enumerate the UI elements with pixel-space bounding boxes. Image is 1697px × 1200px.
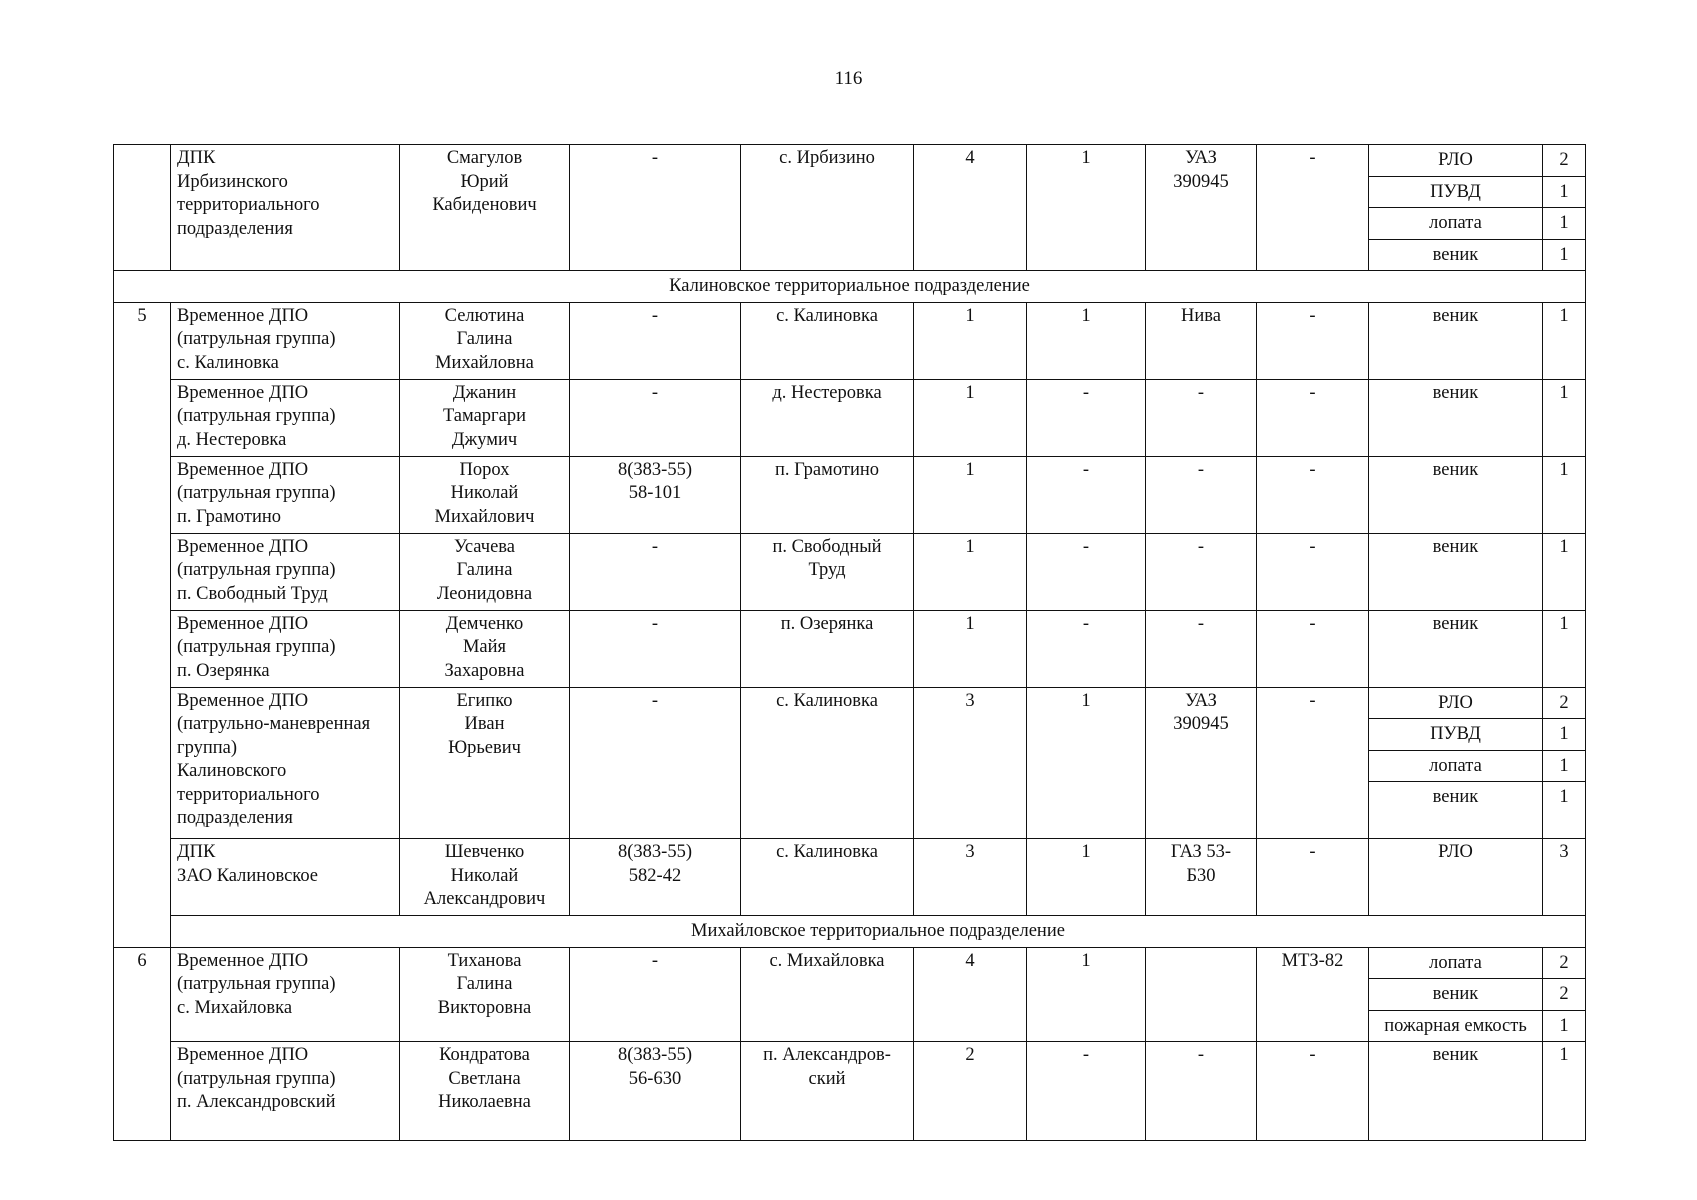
- head-name-cell: Усачева Галина Леонидовна: [400, 533, 570, 610]
- equipment-name-cell: РЛО: [1369, 145, 1543, 177]
- unit-name-cell: Временное ДПО (патрульная группа) п. Озерянка: [171, 610, 400, 687]
- table-row: [114, 687, 1586, 719]
- people-count-cell: 1: [914, 456, 1027, 533]
- unit-count-cell: -: [1027, 379, 1146, 456]
- people-count-cell: 3: [914, 839, 1027, 916]
- phone-cell: -: [570, 379, 741, 456]
- special-vehicle-cell: -: [1257, 302, 1369, 379]
- phone-cell: -: [570, 302, 741, 379]
- equipment-name-cell: веник: [1369, 456, 1543, 533]
- equipment-name-cell: веник: [1369, 610, 1543, 687]
- vehicle-cell: УАЗ 390945: [1146, 145, 1257, 271]
- head-name-cell: Кондратова Светлана Николаевна: [400, 1042, 570, 1141]
- special-vehicle-cell: -: [1257, 456, 1369, 533]
- equipment-name-cell: веник: [1369, 782, 1543, 839]
- unit-count-cell: -: [1027, 456, 1146, 533]
- equipment-name-cell: веник: [1369, 379, 1543, 456]
- equipment-name-cell: ПУВД: [1369, 719, 1543, 751]
- head-name-cell: Шевченко Николай Александрович: [400, 839, 570, 916]
- unit-name-cell: Временное ДПО (патрульная группа) п. Свободный Труд: [171, 533, 400, 610]
- people-count-cell: 3: [914, 687, 1027, 839]
- equipment-qty-cell: 1: [1543, 302, 1586, 379]
- equipment-name-cell: лопата: [1369, 947, 1543, 979]
- people-count-cell: 4: [914, 145, 1027, 271]
- equipment-name-cell: пожарная емкость: [1369, 1010, 1543, 1042]
- equipment-qty-cell: 3: [1543, 839, 1586, 916]
- unit-count-cell: -: [1027, 533, 1146, 610]
- equipment-name-cell: лопата: [1369, 208, 1543, 240]
- unit-name-cell: Временное ДПО (патрульная группа) с. Михайловка: [171, 947, 400, 1042]
- row-number-cell: [114, 145, 171, 271]
- fire-units-table: [113, 144, 1586, 1141]
- equipment-qty-cell: 1: [1543, 782, 1586, 839]
- equipment-name-cell: лопата: [1369, 750, 1543, 782]
- equipment-qty-cell: 2: [1543, 145, 1586, 177]
- table-row: [114, 302, 1586, 379]
- phone-cell: -: [570, 145, 741, 271]
- page-number: 116: [834, 68, 863, 89]
- vehicle-cell: -: [1146, 379, 1257, 456]
- location-cell: с. Калиновка: [741, 687, 914, 839]
- head-name-cell: Тиханова Галина Викторовна: [400, 947, 570, 1042]
- table-row: [114, 533, 1586, 610]
- special-vehicle-cell: -: [1257, 839, 1369, 916]
- special-vehicle-cell: -: [1257, 610, 1369, 687]
- unit-name-cell: ДПК ЗАО Калиновское: [171, 839, 400, 916]
- head-name-cell: Порох Николай Михайлович: [400, 456, 570, 533]
- people-count-cell: 1: [914, 533, 1027, 610]
- equipment-qty-cell: 2: [1543, 687, 1586, 719]
- location-cell: п. Озерянка: [741, 610, 914, 687]
- head-name-cell: Джанин Тамаргари Джумич: [400, 379, 570, 456]
- unit-name-cell: ДПК Ирбизинского территориального подразделения: [171, 145, 400, 271]
- unit-name-cell: Временное ДПО (патрульная группа) д. Нестеровка: [171, 379, 400, 456]
- unit-count-cell: -: [1027, 1042, 1146, 1141]
- special-vehicle-cell: -: [1257, 379, 1369, 456]
- table-row: [114, 456, 1586, 533]
- location-cell: с. Калиновка: [741, 302, 914, 379]
- equipment-name-cell: веник: [1369, 1042, 1543, 1141]
- row-number-cell: 6: [114, 947, 171, 1141]
- equipment-qty-cell: 1: [1543, 610, 1586, 687]
- phone-cell: 8(383-55) 582-42: [570, 839, 741, 916]
- vehicle-cell: УАЗ 390945: [1146, 687, 1257, 839]
- phone-cell: -: [570, 947, 741, 1042]
- unit-name-cell: Временное ДПО (патрульная группа) п. Александровский: [171, 1042, 400, 1141]
- location-cell: с. Ирбизино: [741, 145, 914, 271]
- table-row: [114, 1042, 1586, 1141]
- table-row: [114, 379, 1586, 456]
- vehicle-cell: -: [1146, 1042, 1257, 1141]
- location-cell: п. Свободный Труд: [741, 533, 914, 610]
- people-count-cell: 1: [914, 610, 1027, 687]
- section-row: [114, 916, 1586, 948]
- section-heading: Михайловское территориальное подразделение: [171, 916, 1586, 948]
- unit-count-cell: 1: [1027, 145, 1146, 271]
- people-count-cell: 4: [914, 947, 1027, 1042]
- phone-cell: 8(383-55) 58-101: [570, 456, 741, 533]
- people-count-cell: 2: [914, 1042, 1027, 1141]
- table-row: [114, 947, 1586, 979]
- equipment-name-cell: РЛО: [1369, 687, 1543, 719]
- special-vehicle-cell: -: [1257, 687, 1369, 839]
- equipment-name-cell: веник: [1369, 302, 1543, 379]
- equipment-qty-cell: 1: [1543, 750, 1586, 782]
- location-cell: п. Александров- ский: [741, 1042, 914, 1141]
- equipment-name-cell: ПУВД: [1369, 176, 1543, 208]
- section-row: [114, 271, 1586, 303]
- unit-name-cell: Временное ДПО (патрульная группа) с. Калиновка: [171, 302, 400, 379]
- vehicle-cell: -: [1146, 456, 1257, 533]
- equipment-qty-cell: 1: [1543, 379, 1586, 456]
- phone-cell: -: [570, 610, 741, 687]
- people-count-cell: 1: [914, 379, 1027, 456]
- vehicle-cell: ГАЗ 53- Б30: [1146, 839, 1257, 916]
- special-vehicle-cell: -: [1257, 145, 1369, 271]
- table-row: [114, 839, 1586, 916]
- equipment-name-cell: РЛО: [1369, 839, 1543, 916]
- table-row: [114, 145, 1586, 177]
- unit-count-cell: -: [1027, 610, 1146, 687]
- equipment-qty-cell: 2: [1543, 947, 1586, 979]
- equipment-qty-cell: 1: [1543, 239, 1586, 271]
- equipment-name-cell: веник: [1369, 533, 1543, 610]
- special-vehicle-cell: -: [1257, 533, 1369, 610]
- equipment-qty-cell: 1: [1543, 1010, 1586, 1042]
- table-row: [114, 610, 1586, 687]
- head-name-cell: Смагулов Юрий Кабиденович: [400, 145, 570, 271]
- equipment-qty-cell: 2: [1543, 979, 1586, 1011]
- equipment-qty-cell: 1: [1543, 1042, 1586, 1141]
- vehicle-cell: Нива: [1146, 302, 1257, 379]
- location-cell: д. Нестеровка: [741, 379, 914, 456]
- equipment-qty-cell: 1: [1543, 456, 1586, 533]
- section-heading: Калиновское территориальное подразделение: [114, 271, 1586, 303]
- location-cell: п. Грамотино: [741, 456, 914, 533]
- unit-count-cell: 1: [1027, 947, 1146, 1042]
- head-name-cell: Селютина Галина Михайловна: [400, 302, 570, 379]
- equipment-qty-cell: 1: [1543, 719, 1586, 751]
- unit-count-cell: 1: [1027, 687, 1146, 839]
- equipment-qty-cell: 1: [1543, 176, 1586, 208]
- location-cell: с. Калиновка: [741, 839, 914, 916]
- special-vehicle-cell: МТЗ-82: [1257, 947, 1369, 1042]
- people-count-cell: 1: [914, 302, 1027, 379]
- phone-cell: -: [570, 687, 741, 839]
- phone-cell: 8(383-55) 56-630: [570, 1042, 741, 1141]
- unit-count-cell: 1: [1027, 839, 1146, 916]
- vehicle-cell: [1146, 947, 1257, 1042]
- head-name-cell: Египко Иван Юрьевич: [400, 687, 570, 839]
- vehicle-cell: -: [1146, 610, 1257, 687]
- head-name-cell: Демченко Майя Захаровна: [400, 610, 570, 687]
- special-vehicle-cell: -: [1257, 1042, 1369, 1141]
- equipment-name-cell: веник: [1369, 239, 1543, 271]
- location-cell: с. Михайловка: [741, 947, 914, 1042]
- equipment-qty-cell: 1: [1543, 533, 1586, 610]
- row-number-cell: 5: [114, 302, 171, 947]
- phone-cell: -: [570, 533, 741, 610]
- equipment-qty-cell: 1: [1543, 208, 1586, 240]
- unit-name-cell: Временное ДПО (патрульно-маневренная группа) Калиновского территориального подразделения: [171, 687, 400, 839]
- vehicle-cell: -: [1146, 533, 1257, 610]
- unit-count-cell: 1: [1027, 302, 1146, 379]
- equipment-name-cell: веник: [1369, 979, 1543, 1011]
- unit-name-cell: Временное ДПО (патрульная группа) п. Грамотино: [171, 456, 400, 533]
